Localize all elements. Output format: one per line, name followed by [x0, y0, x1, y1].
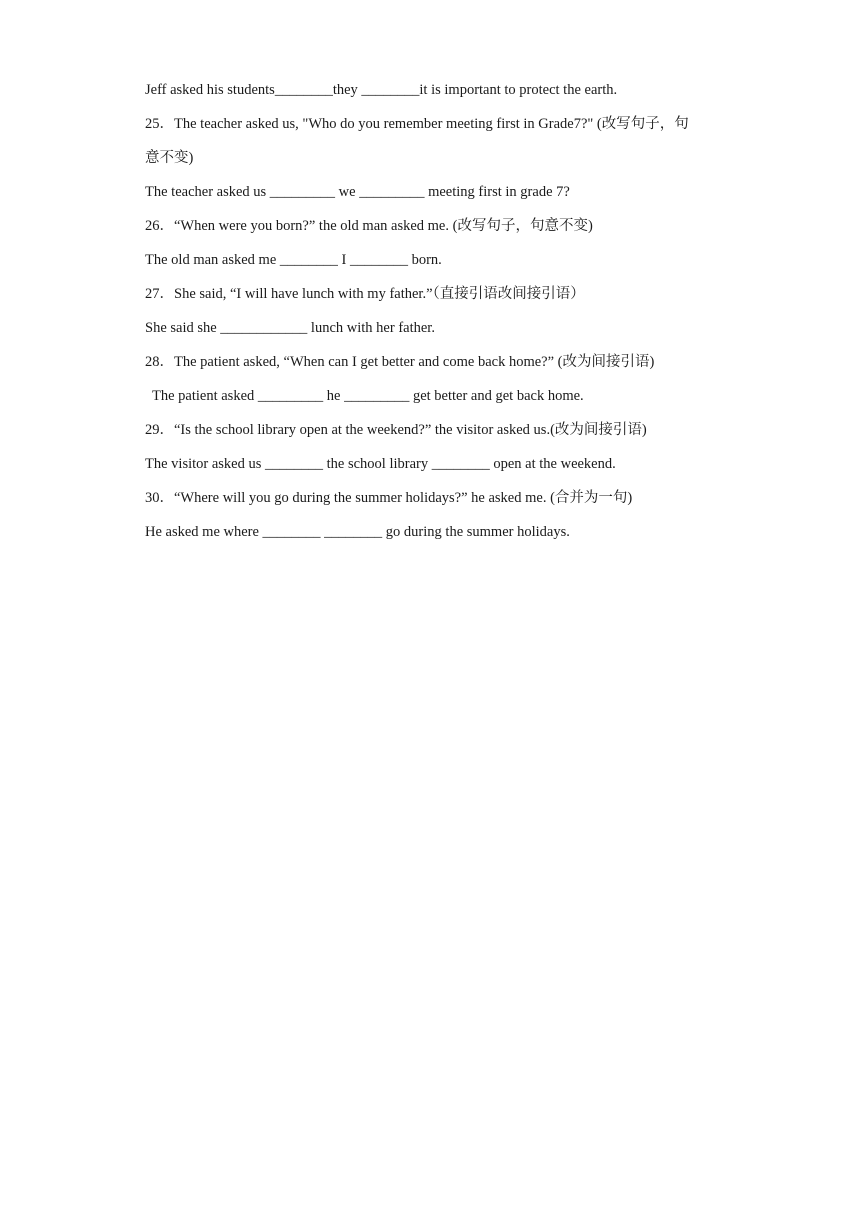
exercise-content — [145, 73, 720, 549]
question-25: 25．The teacher asked us, "Who do you remember meeting first in Grade7?" (改写句子，句 — [145, 116, 689, 132]
question-30: 30．“Where will you go during the summer holidays?” he asked me. (合并为一句) — [145, 490, 633, 506]
question-26: 26．“When were you born?” the old man asked me. (改写句子，句意不变) — [145, 218, 593, 234]
question-27: 27．She said, “I will have lunch with my father.”（直接引语改间接引语） — [145, 286, 585, 302]
answer-line-30: He asked me where ________ ________ go during the summer holidays. — [145, 524, 570, 540]
answer-line-27: She said she ____________ lunch with her father. — [145, 320, 435, 336]
question-28: 28．The patient asked, “When can I get better and come back home?” (改为间接引语) — [145, 354, 655, 370]
answer-line-26: The old man asked me ________ I ________ born. — [145, 252, 442, 268]
question-25-continuation: 意不变) — [145, 150, 194, 166]
answer-line-25: The teacher asked us _________ we _________ meeting first in grade 7? — [145, 184, 570, 200]
answer-line-29: The visitor asked us ________ the school library ________ open at the weekend. — [145, 456, 616, 472]
answer-line-24: Jeff asked his students________they ________it is important to protect the earth. — [145, 82, 618, 98]
answer-line-28: The patient asked _________ he _________ get better and get back home. — [152, 388, 584, 404]
question-29: 29．“Is the school library open at the weekend?” the visitor asked us.(改为间接引语) — [145, 422, 647, 438]
